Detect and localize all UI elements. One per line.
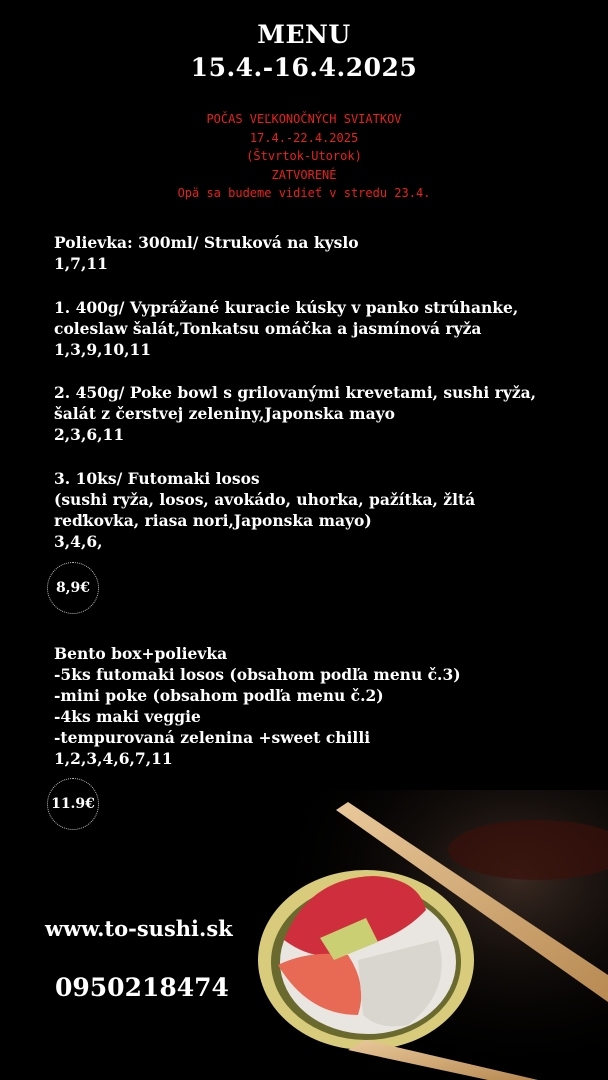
- item-line: 1. 400g/ Vyprážané kuracie kúsky v panko strúhanke,: [54, 298, 519, 317]
- menu-title: MENU: [257, 20, 351, 49]
- price-badge-2: 11.9€: [47, 778, 99, 830]
- item-allergens: 3,4,6,: [54, 532, 103, 551]
- bento-line: -tempurovaná zelenina +sweet chilli: [54, 728, 371, 747]
- menu-item-2: [54, 382, 536, 445]
- closure-notice: [0, 110, 608, 203]
- soup-allergens: 1,7,11: [54, 254, 108, 273]
- bento-item: [54, 643, 461, 769]
- notice-line: POČAS VEĽKONOČNÝCH SVIATKOV: [206, 112, 402, 126]
- item-line: 3. 10ks/ Futomaki losos: [54, 469, 260, 488]
- bento-line: -4ks maki veggie: [54, 707, 201, 726]
- item-line: 2. 450g/ Poke bowl s grilovanými krevetami, sushi ryža,: [54, 383, 537, 402]
- website-link[interactable]: www.to-sushi.sk: [45, 916, 233, 941]
- item-line: šalát z čerstvej zeleniny,Japonska mayo: [54, 404, 395, 423]
- soup-item: [54, 232, 359, 274]
- soup-line: Polievka: 300ml/ Struková na kyslo: [54, 233, 359, 252]
- bento-line: Bento box+polievka: [54, 644, 228, 663]
- price-badge-1: 8,9€: [47, 562, 99, 614]
- item-allergens: 1,3,9,10,11: [54, 340, 152, 359]
- menu-item-3: [54, 468, 475, 552]
- notice-line: (Štvrtok-Utorok): [246, 149, 362, 163]
- notice-line: 17.4.-22.4.2025: [249, 130, 359, 145]
- bento-line: -5ks futomaki losos (obsahom podľa menu č.3): [54, 665, 461, 684]
- sushi-photo: [248, 790, 608, 1080]
- notice-line: Opä sa budeme vidieť v stredu 23.4.: [177, 186, 431, 200]
- bento-allergens: 1,2,3,4,6,7,11: [54, 749, 173, 768]
- phone-number[interactable]: 0950218474: [55, 973, 229, 1002]
- item-line: (sushi ryža, losos, avokádo, uhorka, pažítka, žltá: [54, 490, 476, 509]
- item-line: reďkovka, riasa nori,Japonska mayo): [54, 511, 372, 530]
- notice-line: ZATVORENÉ: [271, 167, 337, 182]
- menu-date: 15.4.-16.4.2025: [190, 53, 418, 82]
- item-line: coleslaw šalát,Tonkatsu omáčka a jasmínová ryža: [54, 319, 482, 338]
- bento-line: -mini poke (obsahom podľa menu č.2): [54, 686, 384, 705]
- menu-item-1: [54, 297, 518, 360]
- item-allergens: 2,3,6,11: [54, 425, 125, 444]
